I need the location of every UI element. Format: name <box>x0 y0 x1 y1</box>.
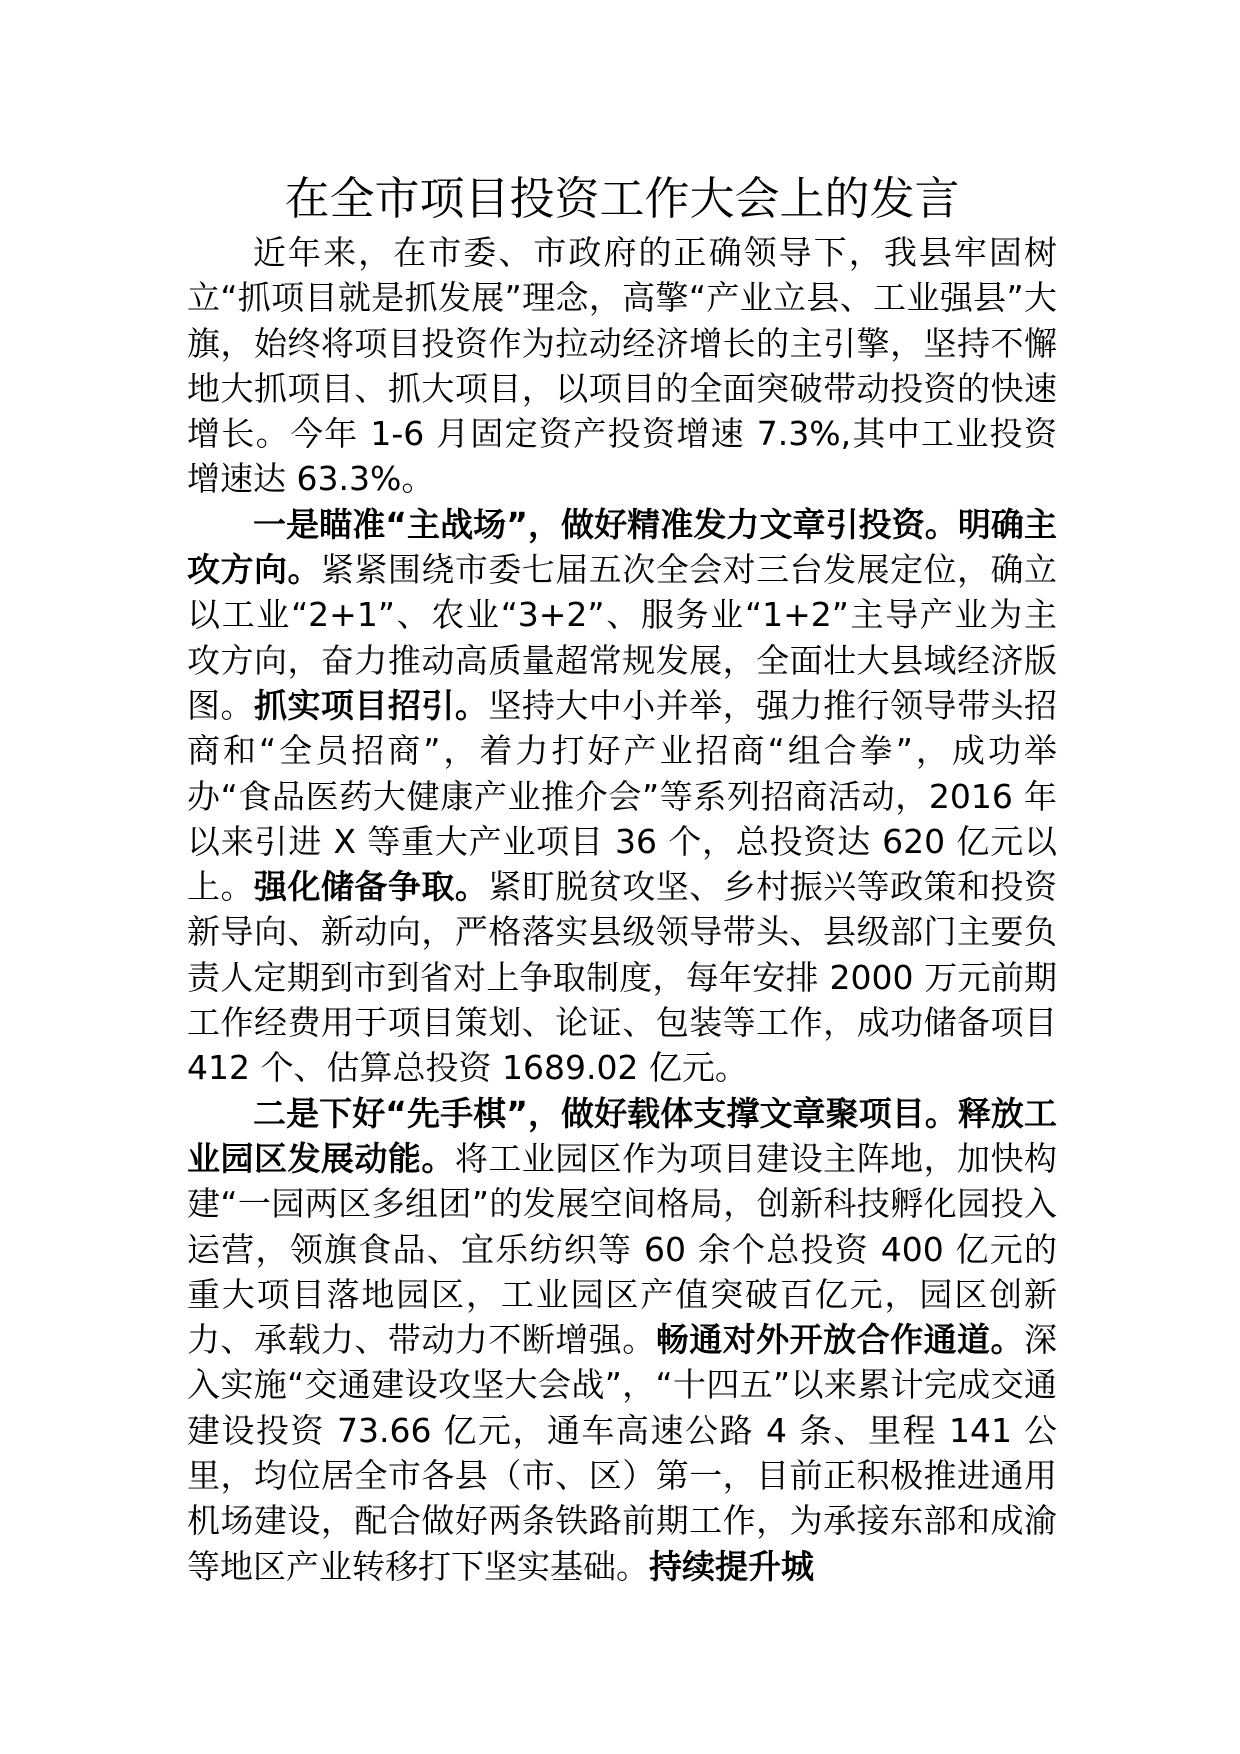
section-one-heading: 一是瞄准“主战场”，做好精准发力文章引投资。明确主攻方向。 <box>187 504 1057 590</box>
section-two-heading: 二是下好“先手棋”，做好载体支撑文章聚项目。释放工业园区发展动能。 <box>187 1093 1057 1178</box>
document-page <box>187 170 1057 1589</box>
paragraph-section-two <box>187 1091 1057 1589</box>
section-two-subheading-2: 畅通对外开放合作通道。 <box>655 1320 1025 1360</box>
section-one-text-3: 紧盯脱贫攻坚、乡村振兴等政策和投资新导向、新动向，严格落实县级领导带头、县级部门主要负责人定期到市到省对上争取制度，每年安排 2000 万元前期工作经费用于项目策划、论证、包装等工作，成功储备项目 412 个、估算总投资 1689.02 亿元。 <box>187 867 1058 1088</box>
section-two-subheading-3: 持续提升城 <box>649 1546 814 1586</box>
section-one-subheading-3: 强化储备争取。 <box>253 867 489 907</box>
paragraph-section-one <box>187 502 1057 1091</box>
paragraph-intro <box>187 230 1057 502</box>
section-one-text-2: 坚持大中小并举，强力推行领导带头招商和“全员招商”，着力打好产业招商“组合拳”，成功举办“食品医药大健康产业推介会”等系列招商活动，2016 年以来引进 X 等重大产业项目 36 个，总投资达 620 亿元以上。 <box>187 685 1058 907</box>
section-two-text-1: 将工业园区作为项目建设主阵地，加快构建“一园两区多组团”的发展空间格局，创新科技孵化园投入运营，领旗食品、宜乐纺织等 60 余个总投资 400 亿元的重大项目落地园区，工业园区产值突破百亿元，园区创新力、承载力、带动力不断增强。 <box>187 1138 1058 1360</box>
section-one-subheading-2: 抓实项目招引。 <box>253 685 489 725</box>
intro-text: 近年来，在市委、市政府的正确领导下，我县牢固树立“抓项目就是抓发展”理念，高擎“产业立县、工业强县”大旗，始终将项目投资作为拉动经济增长的主引擎，坚持不懈地大抓项目、抓大项目，以项目的全面突破带动投资的快速增长。今年 1-6 月固定资产投资增速 7.3%,其中工业投资增速达 63.3%。 <box>187 233 1057 499</box>
section-two-text-2: 深入实施“交通建设攻坚大会战”，“十四五”以来累计完成交通建设投资 73.66 亿元，通车高速公路 4 条、里程 141 公里，均位居全市各县（市、区）第一，目前正积极推进通用机场建设，配合做好两条铁路前期工作，为承接东部和成渝等地区产业转移打下坚实基础。 <box>187 1320 1058 1586</box>
section-one-text-1: 紧紧围绕市委七届五次全会对三台发展定位，确立以工业“2+1”、农业“3+2”、服务业“1+2”主导产业为主攻方向，奋力推动高质量超常规发展，全面壮大县域经济版图。 <box>187 550 1058 725</box>
document-title: 在全市项目投资工作大会上的发言 <box>284 172 960 225</box>
